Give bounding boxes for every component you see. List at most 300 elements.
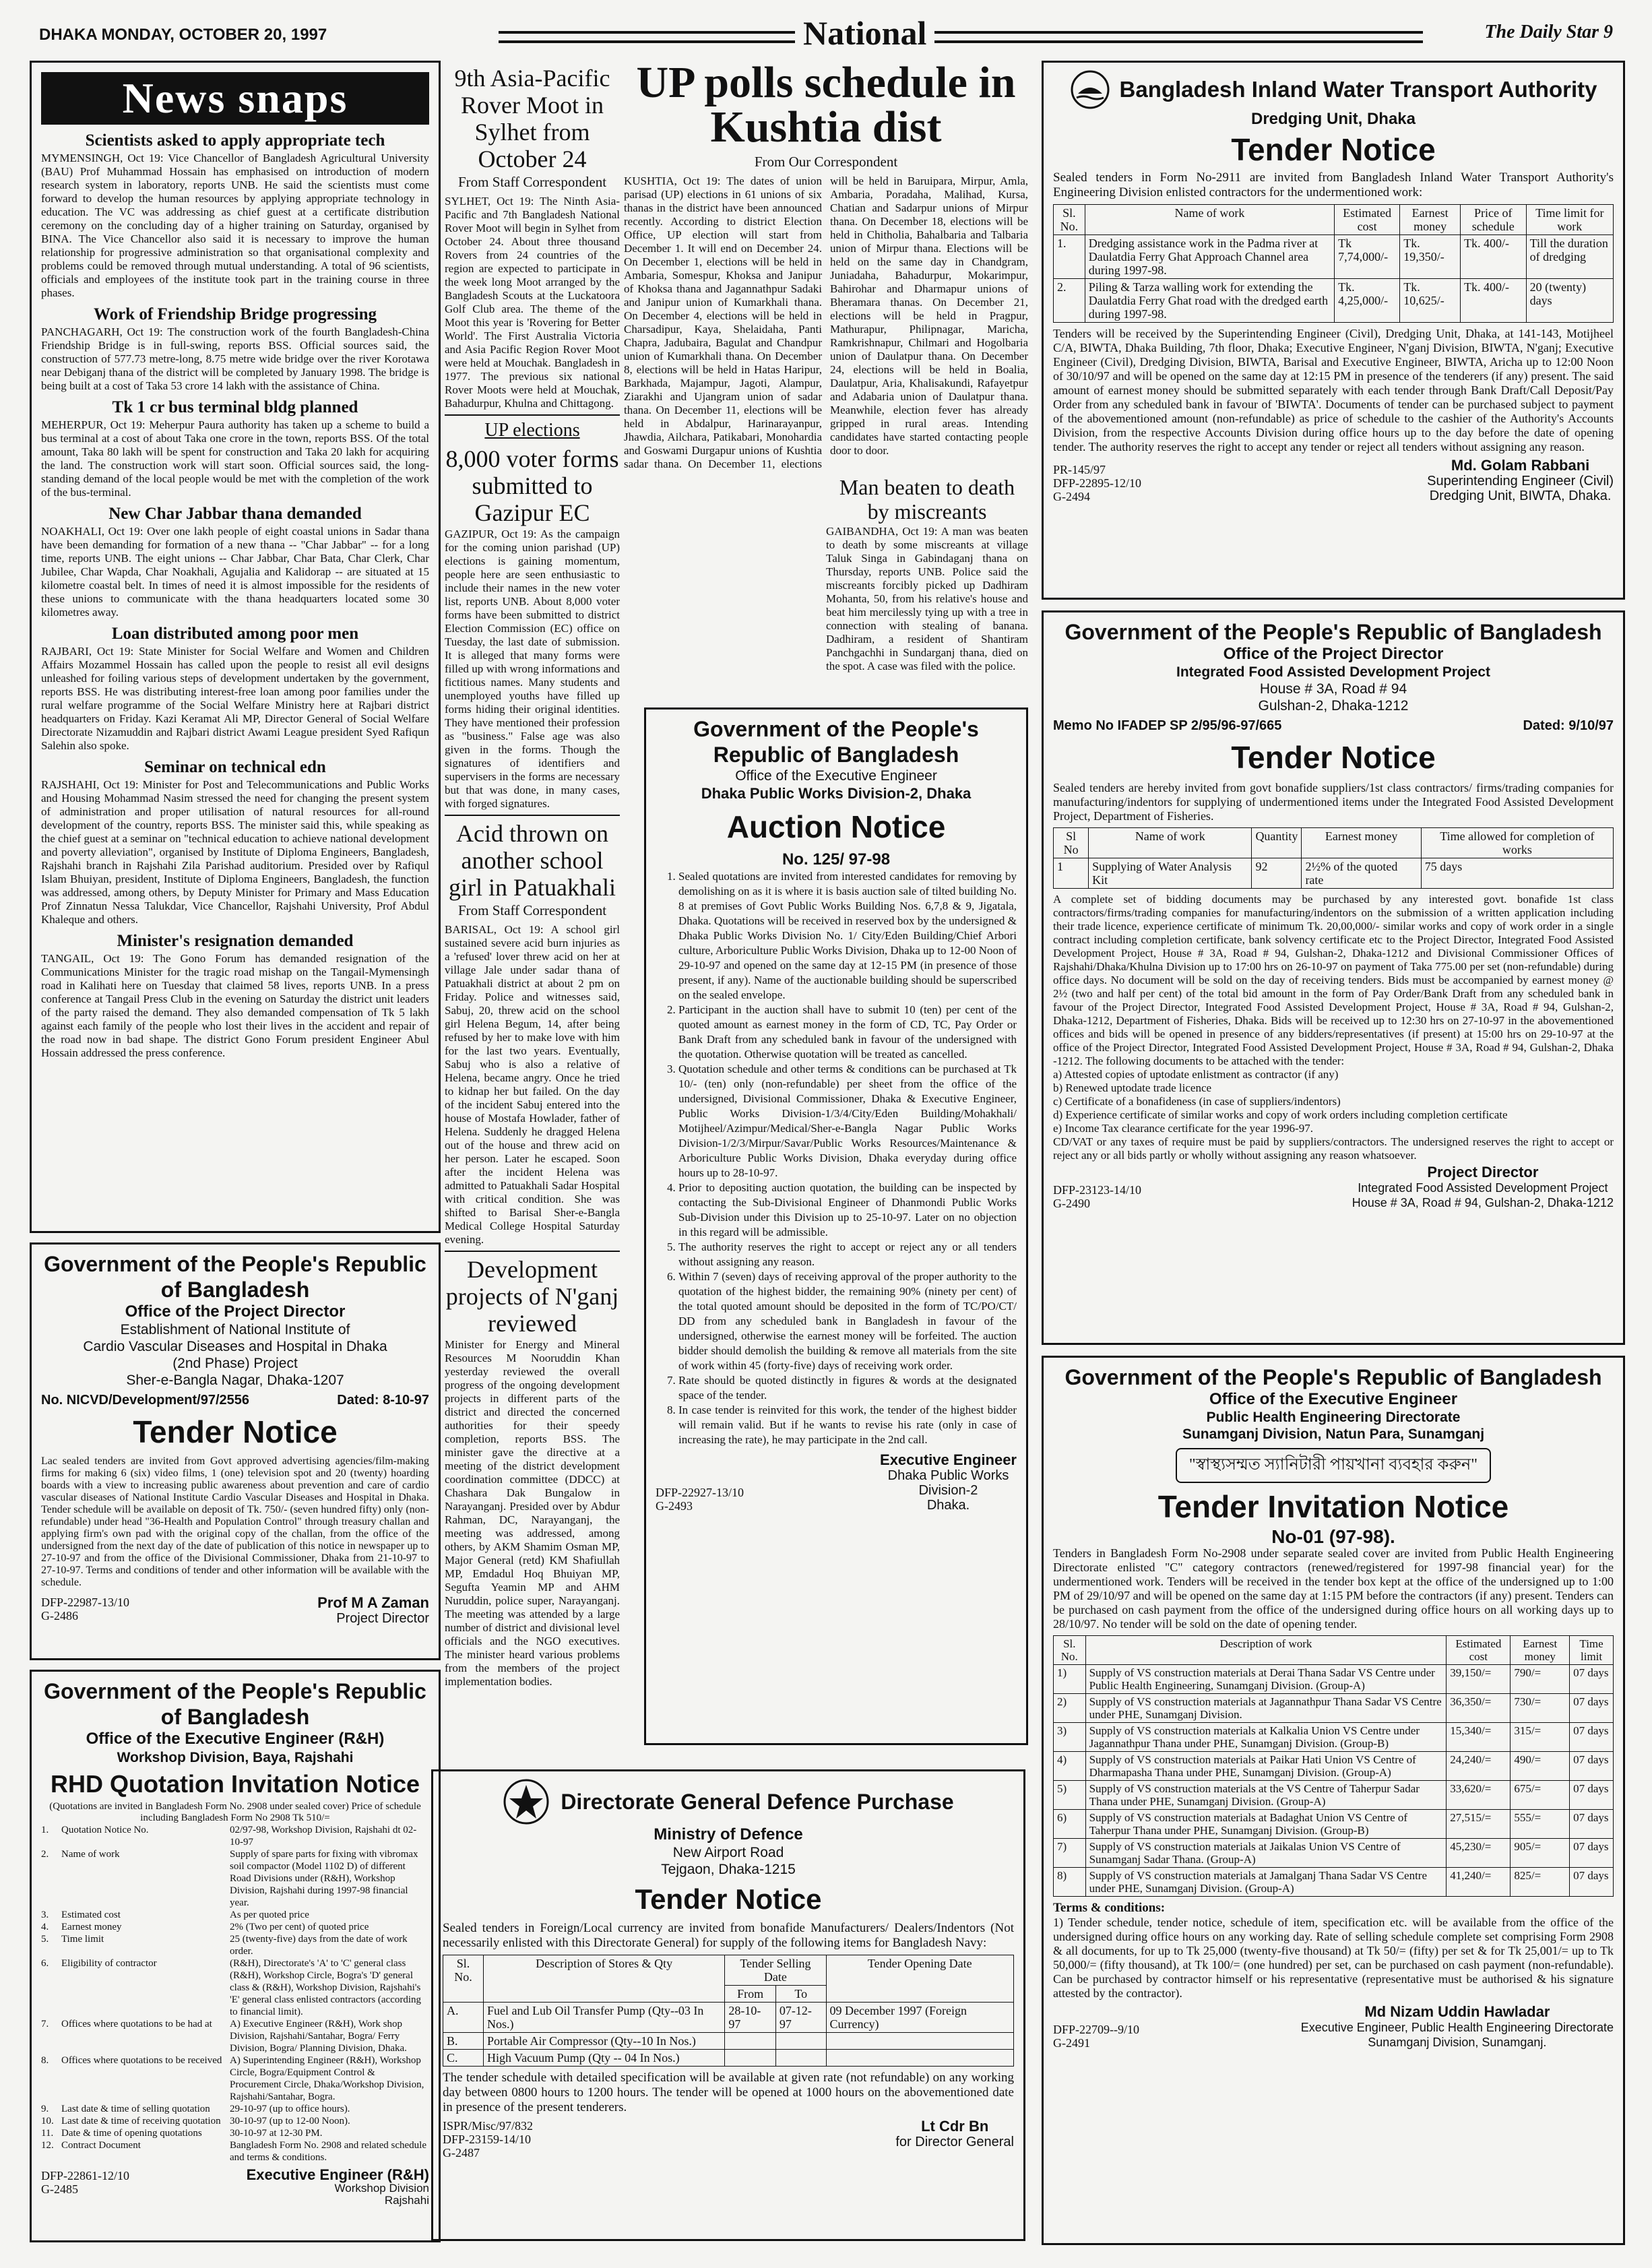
- snap-headline: Scientists asked to apply appropriate tech: [85, 131, 385, 150]
- table-cell: 07 days: [1570, 1810, 1614, 1839]
- table-row: [443, 2033, 1014, 2050]
- col-header: Name of work: [1089, 828, 1252, 858]
- defence-emblem-icon: [503, 1778, 550, 1825]
- ad-nicvd-dated: Dated: 8-10-97: [337, 1393, 429, 1408]
- news-snaps-list: [41, 131, 429, 1060]
- col-header: Earnest money: [1511, 1636, 1570, 1665]
- ad-auction: [644, 707, 1028, 1745]
- ad-rhd-ref: DFP-22861-12/10: [41, 2169, 130, 2182]
- table-header: [1054, 1636, 1614, 1665]
- ad-auction-refs: [656, 1486, 744, 1513]
- ad-nicvd-office: Office of the Project Director: [125, 1302, 346, 1321]
- table-cell: A.: [443, 2003, 484, 2033]
- table-cell: 92: [1252, 858, 1302, 889]
- table-cell: 490/=: [1511, 1752, 1570, 1781]
- table-row: [443, 2003, 1014, 2033]
- auction-item: 1. Sealed quotations are invited from interested candidates for removing by demolishing on as it is where it is basis auction sale of tilted building No. 8 at premises of Govt Public Works Building Nos. 6,7,8 & 9, Jigatala, Dhaka. Quotations will be received in reserved box by the undersigned & Dhaka Public Works Division No. 1/ City/Eden Building/Chief Arbori culture, Arboriculture Public Works Division, Dhaka up to 12-00 Noon of 29-10-97 and opened on the same day at 12-15 PM (in presence of those present, if any). Name of the auctionable building should be superscribed on the sealed envelope.: [678, 869, 1017, 1003]
- ad-dphe-footer: [1053, 2005, 1614, 2050]
- table-cell: [725, 2050, 776, 2067]
- rhd-row-key: Time limit: [61, 1934, 104, 1945]
- table-header: [1054, 828, 1614, 858]
- col-header: Time allowed for completion of works: [1421, 828, 1613, 858]
- news-snaps-banner: News snaps: [41, 72, 429, 125]
- table-cell: 4): [1054, 1752, 1086, 1781]
- table-row: [1054, 1752, 1614, 1781]
- ad-dgdp-header: [443, 1778, 1014, 1825]
- ad-ifadep-memo-row: [1053, 718, 1614, 734]
- table-cell: Tk. 10,625/-: [1400, 279, 1461, 323]
- man-beaten-headline: Man beaten to death by miscreants: [839, 475, 1015, 524]
- rhd-row-key: Last date & time of selling quotation: [61, 2104, 210, 2114]
- table-cell: B.: [443, 2033, 484, 2050]
- ad-auction-sig-line2: Dhaka Public Works: [887, 1468, 1009, 1483]
- ad-auction-footer: [656, 1453, 1017, 1513]
- ad-nicvd-refs: [41, 1596, 129, 1626]
- ad-rhd-office: Office of the Executive Engineer (R&H): [86, 1730, 385, 1748]
- section-title: National: [795, 13, 934, 53]
- snap-body: RAJBARI, Oct 19: State Minister for Social Welfare and Women and Children Affairs Mozammel Hossain has called upon the people to resist all evil designs unleashed for foiling various steps of development undertaken by the government, reports BSS. He was distributing interest-free loan among poor families under the rural welfare programme of the Social Welfare Ministry here at Rajbari district headquarters on Friday. Kazi Keramat Ali MP, Director General of Social Welfare Directorate Nizamuddin and Rajbari district Awami League president Syed Rafiqun Salehin also spoke.: [41, 645, 429, 752]
- table-row: [1054, 858, 1614, 889]
- table-cell: 1): [1054, 1665, 1086, 1694]
- table-cell: 2.: [1054, 279, 1085, 323]
- table-cell: Tk. 400/-: [1460, 235, 1526, 279]
- col-header: Estimated cost: [1335, 205, 1400, 235]
- rhd-row-key: Contract Document: [61, 2140, 141, 2151]
- rhd-row-value: 2% (Two per cent) of quoted price: [230, 1922, 369, 1932]
- ad-dgdp-sig-line2: for Director General: [895, 2135, 1014, 2149]
- rhd-row-key: Offices where quotations to be had at: [61, 2019, 212, 2029]
- ad-ifadep-docs: [1053, 1068, 1614, 1135]
- ad-rhd-sig-line3: Rajshahi: [384, 2194, 429, 2207]
- rhd-row-key: Offices where quotations to be received: [61, 2055, 222, 2066]
- acid-byline: From Staff Correspondent: [457, 902, 607, 918]
- ad-dgdp-signature: [895, 2119, 1014, 2160]
- ad-biwta-title: Bangladesh Inland Water Transport Authority: [1119, 77, 1597, 102]
- column-left: [30, 61, 441, 2250]
- ad-dphe-intro: Tenders in Bangladesh Form No-2908 under separate sealed cover are invited from Public Health Engineering Directorate enlisted "C" category contractors (renewed/registered for 1997-98 financial year) for the undermentioned work. Tenders will be received in the tender box kept at the office of the undersigned up to 1:00 PM of 29/10/97 and will be opened on the same day at 1:15 PM before the contractors (if any) present. Tenders can be purchased on cash payment from the office of the undersigned during office hours on all working days up to 28/10/97. No tender will be sold on the date of opening tender.: [1053, 1546, 1614, 1631]
- ad-nicvd-memo-row: [41, 1393, 429, 1408]
- col-header: Earnest money: [1400, 205, 1461, 235]
- table-cell: 2): [1054, 1694, 1086, 1723]
- rhd-row-value: Bangladesh Form No. 2908 and related schedule and terms & conditions.: [230, 2140, 427, 2163]
- ad-ifadep-ref: DFP-23123-14/10: [1053, 1183, 1142, 1197]
- table-cell: 41,240/=: [1447, 1868, 1511, 1897]
- table-cell: 825/=: [1511, 1868, 1570, 1897]
- doc-item: b) Renewed uptodate trade licence: [1053, 1081, 1212, 1094]
- masthead: [27, 13, 1625, 51]
- table-cell: 36,350/=: [1447, 1694, 1511, 1723]
- col-header: Description of work: [1085, 1636, 1447, 1665]
- table-cell: Till the duration of dredging: [1526, 235, 1613, 279]
- table-cell: [775, 2050, 826, 2067]
- col-header: Sl. No.: [443, 1955, 484, 2003]
- table-cell: Supply of VS construction materials at the VS Centre of Taherpur Sadar Thana under PHE, Sunamganj Division. (Group-A): [1085, 1781, 1447, 1810]
- table-cell: Fuel and Lub Oil Transfer Pump (Qty--03 In Nos.): [483, 2003, 724, 2033]
- rhd-row: [41, 1957, 429, 2018]
- ad-biwta-refs: [1053, 463, 1141, 503]
- ad-nicvd-est1: Establishment of National Institute of: [120, 1322, 350, 1337]
- table-cell: Dredging assistance work in the Padma river at Daulatdia Ferry Ghat Approach Channel area during 1997-98.: [1085, 235, 1334, 279]
- col-header: Tender Opening Date: [826, 1955, 1014, 2003]
- snap-headline: Work of Friendship Bridge progressing: [94, 305, 377, 323]
- masthead-rule: [499, 31, 1423, 43]
- up-polls-headline: UP polls schedule in Kushtia dist: [636, 61, 1016, 152]
- ad-ifadep-rows: [1054, 858, 1614, 889]
- ad-ifadep-govt: Government of the People's Republic of Bangladesh: [1065, 620, 1602, 644]
- ad-auction-items: [656, 869, 1017, 1447]
- table-cell: 07 days: [1570, 1781, 1614, 1810]
- rhd-row: [41, 2139, 429, 2164]
- table-cell: Tk 7,74,000/-: [1335, 235, 1400, 279]
- ad-dphe-dir: Public Health Engineering Directorate: [1206, 1410, 1461, 1425]
- ad-ifadep: [1042, 610, 1625, 1345]
- snap-headline: Seminar on technical edn: [144, 758, 326, 776]
- rhd-row-key: Name of work: [61, 1849, 120, 1860]
- table-cell: 27,515/=: [1447, 1810, 1511, 1839]
- ad-dphe-no: No-01 (97-98).: [1271, 1526, 1395, 1547]
- ad-ifadep-g: G-2490: [1053, 1197, 1090, 1210]
- ad-dphe-sig-name: Md Nizam Uddin Hawladar: [1364, 2003, 1550, 2020]
- table-cell: 1: [1054, 858, 1089, 889]
- ad-ifadep-tail: CD/VAT or any taxes of require must be paid by suppliers/contractors. The undersigned reserves the right to accept or reject any or all bids partly or wholly without assigning any reason whatsoever.: [1053, 1135, 1614, 1162]
- voter-kicker: UP elections: [484, 420, 580, 441]
- rhd-row-value: As per quoted price: [230, 1910, 309, 1920]
- ad-dphe-slogan: "স্বাস্থ্যসম্মত স্যানিটারী পায়খানা ব্যবহার করুন": [1176, 1448, 1491, 1483]
- ad-biwta-footer: [1053, 458, 1614, 503]
- table-cell: 20 (twenty) days: [1526, 279, 1613, 323]
- paper-name: The Daily Star 9: [1484, 22, 1613, 42]
- ganj-headline: Development projects of N'ganj reviewed: [445, 1256, 619, 1337]
- table-cell: Tk. 19,350/-: [1400, 235, 1461, 279]
- auction-item: 6. Within 7 (seven) days of receiving approval of the proper authority to the quotation of the highest bidder, the remaining 90% (ninety per cent) of the total quoted amount should be deposited in the form of TC/PO/CT/ DD from any scheduled bank in Bangladesh in favour of the undersigned, otherwise the earnest money will be forfeited. The auction bidder should demolish the building & remove all materials from the site of work within 45 (forty-five) days of receiving work order.: [678, 1269, 1017, 1373]
- ad-biwta-sig-line3: Dredging Unit, BIWTA, Dhaka.: [1429, 489, 1612, 503]
- ad-ifadep-footer: [1053, 1165, 1614, 1210]
- ad-dgdp-ref1: ISPR/Misc/97/832: [443, 2119, 534, 2133]
- rhd-row-value: 29-10-97 (up to office hours).: [230, 2104, 350, 2114]
- auction-item: 3. Quotation schedule and other terms & conditions can be purchased at Tk 10/- (ten) only (non-refundable) per sheet from the office of the undersigned, Divisional Commissioner, Dhaka & Executive Engineer, Public Works Division-1/3/4/City/Eden Building/Mohakhali/ Motijheel/Azimpur/Medical/Sher-e-Bangla Nagar Public Works Division-1/2/3/Mirpur/Savar/Public Works Resources/Maintenance & Arboriculture Public Works Division, Dhaka everyday during office hours up to 28-10-97.: [678, 1062, 1017, 1180]
- column-center: [624, 61, 1028, 1759]
- auction-item: 7. Rate should be quoted distinctly in figures & words at the designated space of the tender.: [678, 1373, 1017, 1403]
- table-cell: Supplying of Water Analysis Kit: [1089, 858, 1252, 889]
- ad-nicvd-est3: (2nd Phase) Project: [172, 1356, 298, 1371]
- ad-dphe-refs: [1053, 2023, 1139, 2050]
- rhd-row-key: Date & time of opening quotations: [61, 2128, 202, 2139]
- table-cell: 675/=: [1511, 1781, 1570, 1810]
- ad-ifadep-body: A complete set of bidding documents may be purchased by any interested govt. bonafide 1st class contractors/firms/trading companies for manufacturing/indentors on the submission of a written application including their trade licence, experience certificate of minimum Tk. 20,00,000/- similar works and copy of work order in a single contract including completion certificate, bank solvency certificate etc to the Project Director, Integrated Food Assisted Development Project, House # 3A, Road # 94, Gulshan-2, Dhaka-1212 and Divisional Commissioner Offices of Rajshahi/Dhaka/Khulna Division up to 17:00 hrs on 26-10-97 on payment of Taka 775.00 per set (non-refundable) during office days. No document will be sold on the day of receiving tenders. Bids must be accompanied by earnest money @ 2½ (two and half per cent) of the total bid amount in the form of Pay Order/Bank Draft from any scheduled bank in favour of the Project Director, Integrated Food Assisted Development Project, House # 3A, Road # 94, Gulshan-2, Dhaka-1212, Department of Fisheries, Dhaka. Bids will be received up to 12:30 hrs on 27-10-97 in the abovementioned offices and bids will be opened in presence of any bidders/representatives (if present) at 15:00 hrs on 29-10-97 at the office of the Project Director, Integrated Food Assisted Development Project, House # 3A, Road # 94, Gulshan-2, Dhaka -1212. The following documents to be attached with the tender:: [1053, 893, 1614, 1067]
- ad-ifadep-head: Tender Notice: [1231, 740, 1436, 775]
- col-header: Time limit for work: [1526, 205, 1613, 235]
- ad-dphe-terms-head: Terms & conditions:: [1053, 1901, 1166, 1915]
- table-cell: Supply of VS construction materials at Badaghat Union VS Centre of Taherpur Thana under PHE, Sunamganj Division. (Group-B): [1085, 1810, 1447, 1839]
- ganj-body: Minister for Energy and Mineral Resources M Nooruddin Khan yesterday reviewed the overall progress of the ongoing development projects in different parts of the district and directed the concerned authorities for their speedy completion, reports BSS. The minister gave the directive at a meeting of the district development coordination committee (DDCC) at Chashara Dak Bungalow in Narayanganj. Presided over by Abdur Rahman, DC, Narayanganj, the meeting was addressed, among others, by AKM Shamim Osman MP, Major General (retd) KM Shafiullah MP, Emdadul Hoq Bhuiyan MP, Segufta Yeamin MP and AHM Nuruddin, police super, Narayanganj. The meeting was attended by a large number of district and divisional level officials and the NGO executives. The minister heard various problems from the members of the project implementation bodies.: [445, 1338, 620, 1688]
- ad-rhd-rows: [41, 1824, 429, 2164]
- ad-ifadep-refs: [1053, 1183, 1141, 1210]
- ad-rhd-govt: Government of the People's Republic of Bangladesh: [44, 1679, 426, 1729]
- rhd-row-num: 1.: [41, 1825, 49, 1835]
- table-cell: 07 days: [1570, 1665, 1614, 1694]
- ad-nicvd-footer: [41, 1596, 429, 1626]
- table-row: [1054, 1810, 1614, 1839]
- table-row: [1054, 279, 1614, 323]
- up-polls-columns: [624, 175, 1028, 471]
- rhd-row-num: 4.: [41, 1922, 49, 1932]
- rhd-row: [41, 2103, 429, 2115]
- col-header: To: [775, 1986, 826, 2003]
- rhd-row: [41, 1933, 429, 1957]
- snap-body: NOAKHALI, Oct 19: Over one lakh people of eight coastal unions in Sadar thana have been demanding for formation of a new thana -- "Char Jabbar" -- for a long time, reports UNB. The eight unions -- Char Jabbar, Char Bata, Char Clerk, Char Jubilee, Char Wapda, Char Noakhali, Agujalia and Kalidorap -- are situated at 15 kilometre coastal belt. In times of need it is almost impossible for the residents of these unions to communicate with the thana headquarters located some 30 kilometres away.: [41, 525, 429, 619]
- col-header: From: [725, 1986, 776, 2003]
- col-header: Tender Selling Date: [725, 1955, 826, 1986]
- col-header: Name of work: [1085, 205, 1334, 235]
- table-cell: 75 days: [1421, 858, 1613, 889]
- ad-nicvd-signature: [317, 1596, 429, 1626]
- snap-body: TANGAIL, Oct 19: The Gono Forum has demanded resignation of the Communications Minister for the tragic road mishap on the Tangail-Mymensingh road in Kalihati here on Tuesday that claimed 58 lives, reports UNB. In a press conference at Tangail Press Club in the evening on Saturday the district unit leaders of the party raised the demand. They also demanded compensation of Tk 5 lakh against each family of the people who lost their lives in the accident and repair of the road now in bad shape. The district Gono Forum president Engineer Abul Hossain addressed the press conference.: [41, 952, 429, 1059]
- rhd-row-value: 30-10-97 at 12-30 PM.: [230, 2128, 323, 2139]
- ad-biwta-head: Tender Notice: [1231, 132, 1436, 167]
- col-header: Description of Stores & Qty: [483, 1955, 724, 2003]
- ad-rhd-division: Workshop Division, Baya, Rajshahi: [117, 1750, 354, 1765]
- ad-dphe-sig-line2: Executive Engineer, Public Health Engineering Directorate: [1300, 2021, 1614, 2034]
- acid-body: BARISAL, Oct 19: A school girl sustained severe acid burn injuries as a 'refused' lover threw acid on her at village Jale under sadar thana of Patuakhali district at about 2 pm on Friday. Police and witnesses said, Sabuj, 20, threw acid on the school girl Helena Begum, 14, after being refused by her to make love with him for the last two years. Eventually, Sabuj who is also a relative of Helena, became angry. Once he tried to kidnap her but failed. On the day of the incident Sabuj entered into the house of Mostafa Howlader, father of Helena. Suddenly he dragged Helena out of the house and threw acid on her person. Later he escaped. Soon after the incident Helena was admitted to Patuakhali Sadar Hospital with critical condition. She was shifted to Barisal Sher-e-Bangla Medical College Hospital Saturday evening.: [445, 923, 620, 1246]
- column-right: [1042, 61, 1625, 2250]
- divider: [445, 815, 620, 816]
- ad-dphe-slogan-wrap: [1053, 1448, 1614, 1483]
- doc-item: c) Certificate of a bonafideness (in case of suppliers/indentors): [1053, 1095, 1341, 1108]
- ad-dgdp-table: [443, 1955, 1014, 2067]
- ad-ifadep-sig-name: Project Director: [1427, 1164, 1539, 1180]
- ad-auction-sig-line4: Dhaka.: [926, 1498, 970, 1513]
- ad-dphe-signature: [1301, 2005, 1614, 2050]
- table-header: [443, 1955, 1014, 1986]
- table-cell: 39,150/=: [1447, 1665, 1511, 1694]
- ad-ifadep-sig-line3: House # 3A, Road # 94, Gulshan-2, Dhaka-1212: [1352, 1196, 1614, 1209]
- doc-item: e) Income Tax clearance certificate for the year 1996-97.: [1053, 1122, 1313, 1135]
- rhd-row-num: 8.: [41, 2055, 49, 2066]
- ad-biwta-header: [1053, 69, 1614, 110]
- ad-nicvd-g: G-2486: [41, 1609, 78, 1623]
- table-cell: 3): [1054, 1723, 1086, 1752]
- table-row: [1054, 1868, 1614, 1897]
- col-header: Price of schedule: [1460, 205, 1526, 235]
- ad-auction-no: No. 125/ 97-98: [782, 850, 891, 869]
- table-cell: Piling & Tarza walling work for extending the Daulatdia Ferry Ghat road with the dredged earth during 1997-98.: [1085, 279, 1334, 323]
- up-polls-body: KUSHTIA, Oct 19: The dates of union parisad (UP) elections in 61 unions of six thanas in the district have been announced recently. According to district Election Office, UP election will start from December 1. It will end on December 24. On December 1, elections will be held in Ambaria, Somespur, Khoksa and Janipur of Khoksa thana and Jagannathpur Sadaki and Janipur union of Kumarkhali thana. On December 4, elections will be held in Charsadipur, Kaya, Shelaidaha, Panti Chapra, Jadubaira, Bagulat and Chandpur union of Kumarkhali thana. On December 8, elections will be held in Hatas Haripur, Barkhada, Majampur, Jagoti, Alampur, Ziarakhi and Ujangram union of sadar thana. On December 11, elections will be held in Abdalpur, Harinarayanpur, Jhawdia, Ailchara, Patikabari, Monohardia and Goswami Durgapur unions of Kushtia sadar thana. On December 11, elections will be held in Baruipara, Mirpur, Amla, Ambaria, Poradaha, Malihad, Kursa, Chatian and Sadarpur unions of Mirpur thana. On December 18, elections will be held in Chitholia, Bahalbaria and Talbaria union of Mirpur thana. Elections will be held on the same day in Chandgram, Juniadaha, Bahadurpur, Mokarimpur, Bahirohar and Dharmapur unions of Bheramara thanas. On December 21, elections will be held in Pragpur, Mathurapur, Philipnagar, Maricha, Ramkrishnapur, Chilmari and Hogolbaria union of Daulatpur thana. On December 24, elections will be held in Boalia, Daulatpur, Aria, Khalisakundi, Rafayetpur and Adabaria union of Daulatpur thana. Meanwhile, election fever has already gripped in rural areas. Intending candidates have started contacting people door to door.: [624, 175, 1028, 470]
- rhd-row-num: 5.: [41, 1934, 49, 1945]
- table-cell: 790/=: [1511, 1665, 1570, 1694]
- ad-biwta-intro: Sealed tenders in Form No-2911 are invited from Bangladesh Inland Water Transport Authority's Engineering Division enlisted contractors for the undermentioned work:: [1053, 170, 1614, 199]
- dateline: DHAKA MONDAY, OCTOBER 20, 1997: [39, 26, 327, 44]
- table-cell: [826, 2033, 1014, 2050]
- ad-dgdp-intro: Sealed tenders in Foreign/Local currency are invited from bonafide Manufacturers/ Dealers/Indentors (Not necessarily enlisted with this Directorate General) for supply of the following items for Bangladesh Navy:: [443, 1921, 1014, 1950]
- ad-dphe-office: Office of the Executive Engineer: [1209, 1390, 1458, 1408]
- rhd-row-num: 11.: [41, 2128, 54, 2139]
- ad-dphe-division: Sunamganj Division, Natun Para, Sunamganj: [1182, 1426, 1485, 1442]
- rhd-row-num: 12.: [41, 2140, 54, 2151]
- rhd-row: [41, 2018, 429, 2054]
- rhd-row-value: 30-10-97 (up to 12-00 Noon).: [230, 2116, 350, 2127]
- table-cell: 07 days: [1570, 1752, 1614, 1781]
- table-cell: Portable Air Compressor (Qty--10 In Nos.): [483, 2033, 724, 2050]
- ad-biwta-ref2: DFP-22895-12/10: [1053, 476, 1142, 490]
- rhd-row-value: 25 (twenty-five) days from the date of work order.: [230, 1934, 408, 1957]
- col-header: Sl. No.: [1054, 205, 1085, 235]
- rhd-row-num: 9.: [41, 2104, 49, 2114]
- snap-body: MEHERPUR, Oct 19: Meherpur Paura authority has taken up a scheme to build a bus terminal at a cost of about Taka one crore in the town, reports BSS. Of the total amount, Taka 80 lakh will be spent for construction and Taka 20 lakh for acquiring the land. The construction work will start soon. Official sources said, the long-standing demand of the local people would be met with the completion of the work of the bus-terminal.: [41, 418, 429, 499]
- ad-ifadep-sig-line2: Integrated Food Assisted Development Project: [1358, 1181, 1608, 1195]
- rhd-row-key: Last date & time of receiving quotation: [61, 2116, 221, 2127]
- ad-dphe-ref: DFP-22709--9/10: [1053, 2023, 1140, 2036]
- ad-biwta-g: G-2494: [1053, 490, 1090, 503]
- table-cell: Supply of VS construction materials at Kalkalia Union VS Centre under Jagannathpur Thana under PHE, Sunamganj Division. (Group-B): [1085, 1723, 1447, 1752]
- ad-ifadep-addr2: Gulshan-2, Dhaka-1212: [1258, 698, 1409, 714]
- ad-biwta-body: Tenders will be received by the Superintending Engineer (Civil), Dredging Unit, Dhaka, at 141-143, Motijheel C/A, BIWTA, Dhaka Building, 7th floor, Dhaka; Executive Engineer, N'ganj Division, BIWTA, N'ganj; Executive Engineer (Civil), Dredging Division, BIWTA, Barisal and Executive Engineer, BIWTA, Aricha up to 12:00 Noon of 30/10/97 and will be opened on the same day at 12:15 PM in presence of the tenderers (if any) present. The said amount of earnest money should be submitted separately with each tender through Bank Draft/Call Deposit/Pay Order from any scheduled bank in favour of 'BIWTA'. Documents of tender can be purchased subject to payment of the abovementioned amount (non-refundable) as price of schedule to the cashier of the Authority's Accounts Division, from the respective Accounts Division during office hours up to the day before the date of opening tender. The authority reserves the right to accept any tender or reject all tenders without assigning any reason.: [1053, 327, 1614, 453]
- ad-nicvd-memo: No. NICVD/Development/97/2556: [41, 1393, 249, 1408]
- ad-dphe: [1042, 1356, 1625, 2245]
- voter-body: GAZIPUR, Oct 19: As the campaign for the coming union parishad (UP) elections is gaining momentum, people here are seen enthusiastic to include their names in the new voter list, reports UNB. About 8,000 voter forms have been submitted to district Election Commission (EC) office on Tuesday, the last date of submission. It is alleged that many forms were filled up with wrong informations and fictitious names. Many students and unemployed youths have filled up forms hiding their original identities. They have mentioned their profession as "business." False age was also given in the forms. Though the signatures of identifiers and supervisers in the forms are necessary but that was done, in many cases, with forged signatures.: [445, 528, 620, 810]
- ad-dgdp-title2: Ministry of Defence: [654, 1825, 803, 1844]
- column-narrow: [445, 61, 620, 1759]
- table-row: [1054, 1665, 1614, 1694]
- ad-nicvd-sig-name: Prof M A Zaman: [317, 1594, 429, 1611]
- ad-dphe-rows: [1054, 1665, 1614, 1897]
- ad-rhd-title: RHD Quotation Invitation Notice: [51, 1770, 420, 1798]
- rhd-row-key: Estimated cost: [61, 1910, 121, 1920]
- ad-biwta-ref1: PR-145/97: [1053, 463, 1106, 476]
- rover-headline: 9th Asia-Pacific Rover Moot in Sylhet from October 24: [454, 65, 610, 172]
- ad-nicvd: [30, 1242, 441, 1660]
- auction-item: 8. In case tender is reinvited for this work, the tender of the highest bidder will remain valid. But if he wants to revise his rate (only in case of increasing the rate), he may participate in the 2nd call.: [678, 1403, 1017, 1447]
- table-cell: 28-10-97: [725, 2003, 776, 2033]
- ad-ifadep-office: Office of the Project Director: [1223, 645, 1444, 663]
- rhd-row-num: 7.: [41, 2019, 49, 2029]
- table-cell: 15,340/=: [1447, 1723, 1511, 1752]
- ad-auction-office: Office of the Executive Engineer: [735, 768, 937, 784]
- ad-nicvd-est2: Cardio Vascular Diseases and Hospital in Dhaka: [83, 1339, 387, 1354]
- rhd-row: [41, 1909, 429, 1921]
- table-cell: 07 days: [1570, 1694, 1614, 1723]
- snap-headline: Minister's resignation demanded: [117, 932, 354, 950]
- man-beaten-body: GAIBANDHA, Oct 19: A man was beaten to death by some miscreants at village Taluk Singa in Gabindaganj thana on Thursday, reports UNB. Police said the miscreants forcibly picked up Dadhiram Mohanta, 50, from his relative's house and beat him mercilessly tying up with a tree in connection with stealing of banana. Dadhiram, a resident of Shantiram Panchgachhi in Sundarganj thana, died on the spot. A case was filed with the police.: [826, 525, 1028, 672]
- col-header: Sl. No.: [1054, 1636, 1086, 1665]
- ad-dgdp-title: Tender Notice: [635, 1883, 822, 1915]
- rhd-row: [41, 2054, 429, 2103]
- rover-byline: From Staff Correspondent: [457, 174, 607, 190]
- ad-nicvd-ref: DFP-22987-13/10: [41, 1596, 130, 1609]
- ad-ifadep-addr1: House # 3A, Road # 94: [1259, 681, 1407, 697]
- table-cell: 07 days: [1570, 1839, 1614, 1868]
- col-header: Time limit: [1570, 1636, 1614, 1665]
- table-cell: [725, 2033, 776, 2050]
- auction-item: 5. The authority reserves the right to accept or reject any or all tenders without assigning any reason.: [678, 1240, 1017, 1269]
- table-cell: 7): [1054, 1839, 1086, 1868]
- table-cell: 09 December 1997 (Foreign Currency): [826, 2003, 1014, 2033]
- ad-ifadep-signature: [1352, 1165, 1614, 1210]
- rhd-row-value: (R&H), Directorate's 'A' to 'C' general class (R&H), Workshop Circle, Bogra's 'D' general class & (R&H), Workshop Division, Rajshahi's 'E' general class enlisted contractors (according to financial limit).: [230, 1958, 422, 2017]
- ad-auction-ref: DFP-22927-13/10: [656, 1486, 744, 1499]
- rhd-row: [41, 2127, 429, 2139]
- ad-auction-g: G-2493: [656, 1499, 693, 1513]
- rhd-row-num: 2.: [41, 1849, 49, 1860]
- ad-auction-govt: Government of the People's Republic of Bangladesh: [693, 717, 979, 767]
- table-cell: 555/=: [1511, 1810, 1570, 1839]
- ad-auction-sig-name: Executive Engineer: [880, 1451, 1017, 1468]
- ad-dgdp-title1: Directorate General Defence Purchase: [561, 1790, 954, 1814]
- snap-headline: Tk 1 cr bus terminal bldg planned: [112, 398, 358, 416]
- doc-item: d) Experience certificate of similar works and copy of work orders including completion certificate: [1053, 1108, 1508, 1121]
- table-cell: Supply of VS construction materials at Paikar Hati Union VS Centre of Dharmapasha Thana under PHE, Sunamganj Division. (Group-A): [1085, 1752, 1447, 1781]
- ad-dgdp-footer: [443, 2119, 1014, 2160]
- ad-rhd-sig-name: Executive Engineer (R&H): [246, 2166, 429, 2183]
- ad-ifadep-table: [1053, 827, 1614, 889]
- rhd-row-value: Supply of spare parts for fixing with vibromax soil compactor (Model 1102 D) of different Road Divisions under (R&H), Workshop Division, Rajshahi during 1997-98 financial year.: [230, 1849, 418, 1908]
- rhd-row-value: A) Superintending Engineer (R&H), Workshop Circle, Bogra/Equipment Control & Procurement Circle, Dhaka/Workshop Division, Rajshahi/Santahar, Bogra.: [230, 2055, 424, 2102]
- news-snaps-box: [30, 61, 441, 1233]
- ad-dphe-govt: Government of the People's Republic of Bangladesh: [1065, 1365, 1602, 1389]
- biwta-logo-icon: [1070, 69, 1110, 110]
- doc-item: a) Attested copies of uptodate enlistment as contractor (if any): [1053, 1068, 1339, 1081]
- ad-biwta: [1042, 61, 1625, 600]
- ad-ifadep-dated: Dated: 9/10/97: [1523, 718, 1614, 733]
- table-cell: 33,620/=: [1447, 1781, 1511, 1810]
- ad-rhd-signature: [246, 2166, 429, 2207]
- ad-ifadep-intro: Sealed tenders are hereby invited from govt bonafide suppliers/1st class contractors/ firms/trading companies for manufacturing/indentors for supplying of undermentioned items under the Integrated Food Assisted Development Project, Department of Fisheries.: [1053, 781, 1614, 823]
- ad-dgdp-addr2: Tejgaon, Dhaka-1215: [661, 1862, 796, 1877]
- up-polls-byline: From Our Correspondent: [754, 154, 898, 170]
- rhd-row-key: Earnest money: [61, 1922, 122, 1932]
- voter-headline: 8,000 voter forms submitted to Gazipur EC: [445, 445, 619, 526]
- table-cell: Supply of VS construction materials at Jagannathpur Thana Sadar VS Centre under PHE, Sunamganj Division.: [1085, 1694, 1447, 1723]
- ad-dgdp-ref2: DFP-23159-14/10: [443, 2133, 532, 2146]
- snap-body: RAJSHAHI, Oct 19: Minister for Post and Telecommunications and Public Works and Housing Mohammad Nasim stressed the need for changing the present system of administration and proper utilisation of natural resources for all-round development of the country, reports BSS. The minister said this, while speaking as the chief guest at a seminar on "technical education to achieve national development and poverty alleviation", organised by Institute of Diploma Engineers, Bangladesh, Rajshahi branch in Rajshahi Zila Parishad auditorium. Presided over by Rafiqul Islam Bhuiyan, president, Institute of Diploma Engineers, Bangladesh, the function was addressed, among others, by Deputy Minister for Primary and Mass Education Prof Zinnatun Nessa Talukdar, Vice Chancellor, Rajshahi University, Prof Abdul Khaleque and others.: [41, 778, 429, 926]
- ad-ifadep-project: Integrated Food Assisted Development Project: [1176, 664, 1490, 680]
- table-row: [1054, 1723, 1614, 1752]
- ad-dgdp-sig-name: Lt Cdr Bn: [921, 2118, 989, 2135]
- rhd-row: [41, 1824, 429, 1848]
- rhd-row: [41, 1848, 429, 1909]
- ad-nicvd-body: Lac sealed tenders are invited from Govt approved advertising agencies/film-making firms for making 6 (six) video films, 1 (one) television spot and 20 (twenty) hoarding boards with a view to increasing public awareness about prevention and care of cardio vascular diseases of National Institute Cardio Vascular Diseases and Hospital in Dhaka. Tender schedule will be available on deposit of Tk. 750/- (seven hundred fifty) only (non-refundable) under head "36-Health and Population Control" through treasury challan and applying firm's own pad with the original copy of the challan, from the office of the undersigned from the next day of the date of publication of this notice in newspaper up to 27-10-97 and from the office of the Divisional Commissioner, Dhaka from 21-10-97 to 27-10-97. Terms and conditions of tender and other information will be available with the schedule.: [41, 1455, 429, 1588]
- table-cell: [826, 2050, 1014, 2067]
- rhd-row-value: 02/97-98, Workshop Division, Rajshahi dt 02-10-97: [230, 1825, 417, 1848]
- rhd-row-num: 10.: [41, 2116, 54, 2127]
- snap-body: PANCHAGARH, Oct 19: The construction work of the fourth Bangladesh-China Friendship Bridge is in full-swing, reports BSS. Official sources said, the construction of 577.73 metre-long, 8.75 metre wide bridge over the river Korotawa near Debiganj thana of the district will be completed by January 1998. The bridge is being built at a cost of Taka 53 crore 14 lakh with the assistance of China.: [41, 325, 429, 392]
- table-row: [1054, 1694, 1614, 1723]
- rover-body: SYLHET, Oct 19: The Ninth Asia-Pacific and 7th Bangladesh National Rover Moot will begin in Sylhet from October 24. About three thousand Rovers from 24 countries of the region are expected to participate in the week long Moot arranged by the Bangladesh Scouts at the Luckatoora Golf Club area. The theme of the Moot this year is 'Rovering for Better World'. The First Australia Victoria and Asia Pacific Region Rover Moot were held at Mouchak. Bangladesh in 1977. The previous six national Rover Moots were held at Mouchak, Bahadurpur, Khulna and Chittagong.: [445, 195, 620, 410]
- ad-dphe-g: G-2491: [1053, 2036, 1090, 2050]
- auction-item: 2. Participant in the auction shall have to submit 10 (ten) per cent of the quoted amount as earnest money in the form of CD, TC, Pay Order or Bank Draft from any scheduled bank in favour of the undersigned with the quotation. Otherwise quotation will be treated as cancelled.: [678, 1003, 1017, 1062]
- ad-biwta-sub: Dredging Unit, Dhaka: [1250, 110, 1416, 128]
- ad-biwta-rows: [1054, 235, 1614, 323]
- table-cell: 45,230/=: [1447, 1839, 1511, 1868]
- ad-rhd-g: G-2485: [41, 2182, 78, 2196]
- table-cell: 07-12-97: [775, 2003, 826, 2033]
- ad-nicvd-sig-title: Project Director: [336, 1611, 429, 1626]
- ad-dgdp-refs: [443, 2119, 533, 2160]
- ad-biwta-sig-line2: Superintending Engineer (Civil): [1427, 474, 1614, 489]
- table-row: [1054, 1839, 1614, 1868]
- col-header: Earnest money: [1302, 828, 1421, 858]
- table-row: [1054, 235, 1614, 279]
- col-header: Sl No: [1054, 828, 1089, 858]
- col-header: Quantity: [1252, 828, 1302, 858]
- ad-dgdp-g: G-2487: [443, 2146, 480, 2160]
- ad-dgdp-note: The tender schedule with detailed specification will be available at given rate (not refundable) on any working day between 0800 hours to 1200 hours. The tender will be opened at 1000 hours on the abovementioned date in presence of the present tenderers.: [443, 2071, 1014, 2114]
- rhd-row: [41, 1921, 429, 1933]
- ad-biwta-signature: [1427, 458, 1614, 503]
- table-cell: 1.: [1054, 235, 1085, 279]
- table-cell: 8): [1054, 1868, 1086, 1897]
- ad-auction-title: Auction Notice: [726, 809, 946, 844]
- table-cell: 07 days: [1570, 1868, 1614, 1897]
